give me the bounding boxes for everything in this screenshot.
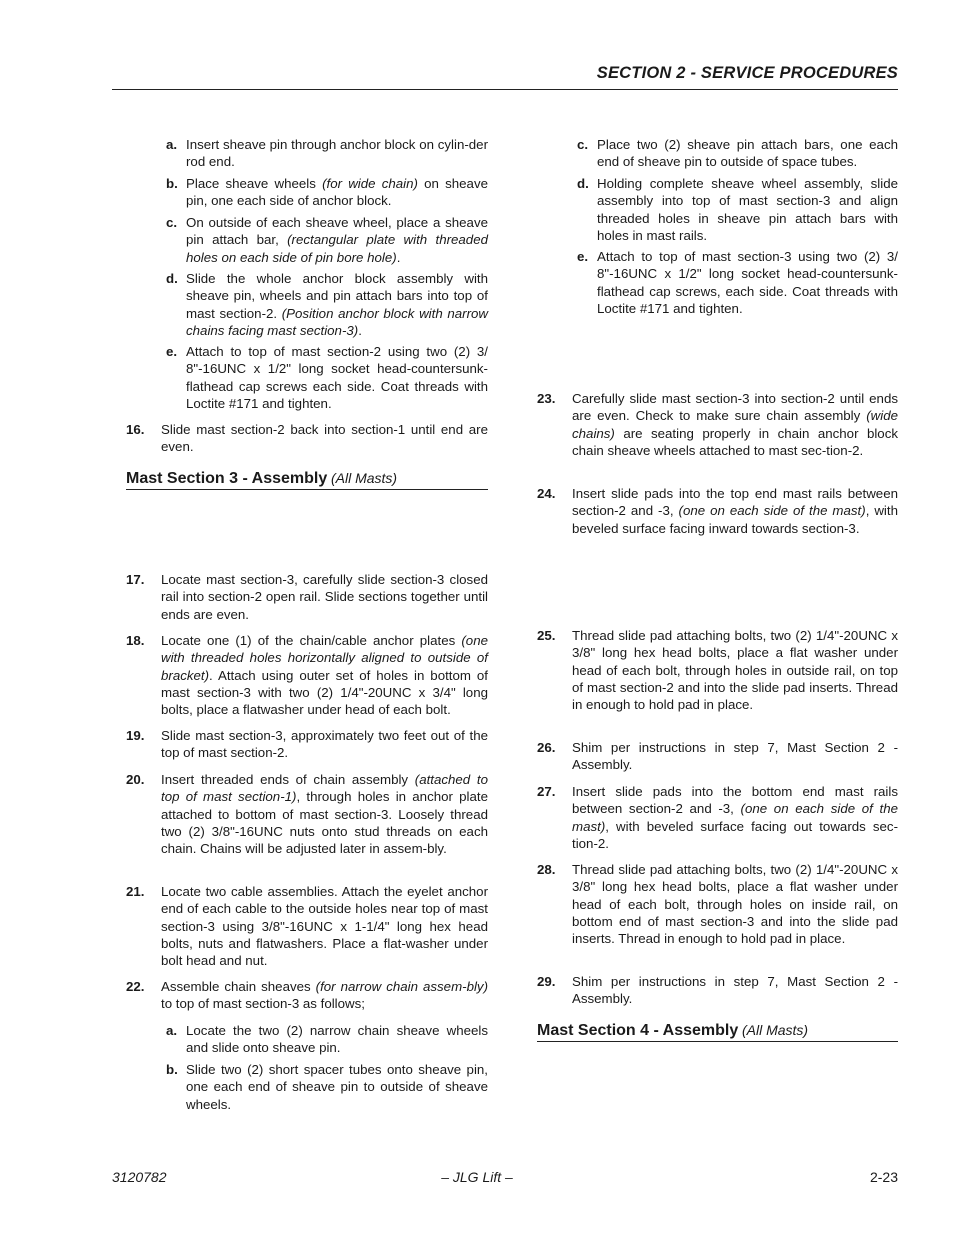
step-text: Insert slide pads into the bottom end mast rails between section-2 and -3, (one on each side of the mast), with beveled surface facing out towards sec-tion-2. <box>572 784 898 851</box>
step-22c <box>537 136 898 171</box>
footer-doc-number: 3120782 <box>112 1169 167 1185</box>
step-text: Slide the whole anchor block assembly with sheave pin, wheels and pin attach bars into top of mast section-2. (Position anchor block with narrow chains facing mast section-3). <box>186 271 488 338</box>
step-label: 27. <box>537 784 556 799</box>
section-heading-mast-3 <box>126 470 488 490</box>
step-27 <box>537 783 898 852</box>
page-header-title: SECTION 2 - SERVICE PROCEDURES <box>596 64 898 82</box>
step-label: b. <box>166 1062 178 1077</box>
heading-sub: (All Masts) <box>741 1022 809 1038</box>
section-heading-mast-4 <box>537 1022 898 1042</box>
step-label: 16. <box>126 422 145 437</box>
heading-main: Mast Section 4 - Assembly <box>537 1022 739 1039</box>
step-label: 19. <box>126 728 145 743</box>
step-22b <box>126 1061 488 1113</box>
step-label: 25. <box>537 628 556 643</box>
step-16 <box>126 421 488 456</box>
step-24 <box>537 485 898 537</box>
footer-publisher: – JLG Lift – <box>441 1169 513 1185</box>
step-21 <box>126 883 488 969</box>
heading-sub: (All Masts) <box>330 470 398 486</box>
step-22 <box>126 978 488 1013</box>
step-label: a. <box>166 137 178 152</box>
step-19 <box>126 727 488 762</box>
step-text: Locate one (1) of the chain/cable anchor plates (one with threaded holes horizontally aligned to outside of bracket). Attach using outer set of holes in bottom of mast section-3 with two (2) 1/4"-20UNC x 3/4" long bolts, place a flatwasher under head of each bolt. <box>161 633 488 718</box>
step-label: 22. <box>126 979 145 994</box>
step-label: 26. <box>537 740 556 755</box>
step-text: Slide two (2) short spacer tubes onto sheave pin, one each end of sheave pin to outside of sheave wheels. <box>186 1062 488 1112</box>
step-label: 29. <box>537 974 556 989</box>
step-text: Holding complete sheave wheel assembly, slide assembly into top of mast section-3 and align threaded holes in sheave pin attach bars with holes in mast rails. <box>597 176 898 243</box>
step-text: Locate mast section-3, carefully slide section-3 closed rail into section-2 open rail. Slide sections together until ends are even. <box>161 572 488 622</box>
step-text: Attach to top of mast section-3 using two (2) 3/ 8"-16UNC x 1/2" long socket head-countersunk-flathead cap screws, each side. Coat threads with Loctite #171 and tighten. <box>597 249 898 316</box>
step-label: a. <box>166 1023 178 1038</box>
step-18 <box>126 632 488 718</box>
step-22e <box>537 248 898 317</box>
step-text: Shim per instructions in step 7, Mast Section 2 - Assembly. <box>572 974 898 1007</box>
step-text: Locate the two (2) narrow chain sheave wheels and slide onto sheave pin. <box>186 1023 488 1056</box>
step-label: d. <box>577 176 589 191</box>
step-15c <box>126 214 488 266</box>
step-22a <box>126 1022 488 1057</box>
step-label: 20. <box>126 772 145 787</box>
step-label: 21. <box>126 884 145 899</box>
step-text: Insert sheave pin through anchor block on cylin-der rod end. <box>186 137 488 170</box>
step-28 <box>537 861 898 947</box>
step-text: Insert slide pads into the top end mast rails between section-2 and -3, (one on each side of the mast), with beveled surface facing inward towards section-3. <box>572 486 898 536</box>
step-label: e. <box>166 344 178 359</box>
step-label: 24. <box>537 486 556 501</box>
step-text: Slide mast section-2 back into section-1 until end are even. <box>161 422 488 455</box>
step-15d <box>126 270 488 339</box>
step-17 <box>126 571 488 623</box>
step-label: d. <box>166 271 178 286</box>
step-text: Attach to top of mast section-2 using two (2) 3/ 8"-16UNC x 1/2" long socket head-countersunk-flathead cap screws each side. Coat threads with Loctite #171 and tighten. <box>186 344 488 411</box>
step-label: 23. <box>537 391 556 406</box>
left-column <box>126 0 488 1235</box>
step-29 <box>537 973 898 1008</box>
step-20 <box>126 771 488 857</box>
step-label: b. <box>166 176 178 191</box>
step-text: Thread slide pad attaching bolts, two (2) 1/4"-20UNC x 3/8" long hex head bolts, place a flat washer under head of each bolt, through holes on inside rail, on bottom end of mast section-3 and into the slide pad inserts. Thread in enough to hold pad in place. <box>572 862 898 947</box>
heading-main: Mast Section 3 - Assembly <box>126 470 328 487</box>
step-text: Assemble chain sheaves (for narrow chain assem-bly) to top of mast section-3 as follows; <box>161 979 489 1012</box>
step-text: Carefully slide mast section-3 into section-2 until ends are even. Check to make sure chain assembly (wide chains) are seating properly in chain anchor block chain sheave wheels attached to mast sec-tion-2. <box>572 391 898 458</box>
step-label: 18. <box>126 633 145 648</box>
step-text: Shim per instructions in step 7, Mast Section 2 - Assembly. <box>572 740 898 773</box>
footer-page-number: 2-23 <box>869 1169 898 1185</box>
step-text: Locate two cable assemblies. Attach the eyelet anchor end of each cable to the outside holes near top of mast section-3 using 3/8"-16UNC x 1-1/4" long hex head bolts, nuts and flatwashers. Place a flat-washer under bolt head and nut. <box>161 884 488 969</box>
step-25 <box>537 627 898 713</box>
step-26 <box>537 739 898 774</box>
step-23 <box>537 390 898 459</box>
step-text: Thread slide pad attaching bolts, two (2) 1/4"-20UNC x 3/8" long hex head bolts, place a flat washer under head of each bolt, through holes in outside rail, on top of mast section-2 and into the slide pad inserts. Thread in enough to hold pad in place. <box>572 628 898 713</box>
step-text: On outside of each sheave wheel, place a sheave pin attach bar, (rectangular plate with threaded holes on each side of pin bore hole). <box>186 215 488 265</box>
step-15e <box>126 343 488 412</box>
step-15a <box>126 136 488 171</box>
step-label: c. <box>166 215 178 230</box>
step-label: e. <box>577 249 589 264</box>
step-label: 28. <box>537 862 556 877</box>
step-text: Slide mast section-3, approximately two feet out of the top of mast section-2. <box>161 728 488 761</box>
step-label: c. <box>577 137 589 152</box>
step-text: Insert threaded ends of chain assembly (attached to top of mast section-1), through holes in anchor plate attached to bottom of mast section-3. Loosely thread two (2) 3/8"-16UNC nuts onto stud threads on each chain. Chains will be adjusted later in assem-bly. <box>161 772 488 857</box>
step-15b <box>126 175 488 210</box>
step-label: 17. <box>126 572 145 587</box>
step-text: Place sheave wheels (for wide chain) on sheave pin, one each side of anchor block. <box>186 176 488 209</box>
step-text: Place two (2) sheave pin attach bars, one each end of sheave pin to outside of space tubes. <box>597 137 898 170</box>
step-22d <box>537 175 898 244</box>
right-column <box>537 0 898 1235</box>
